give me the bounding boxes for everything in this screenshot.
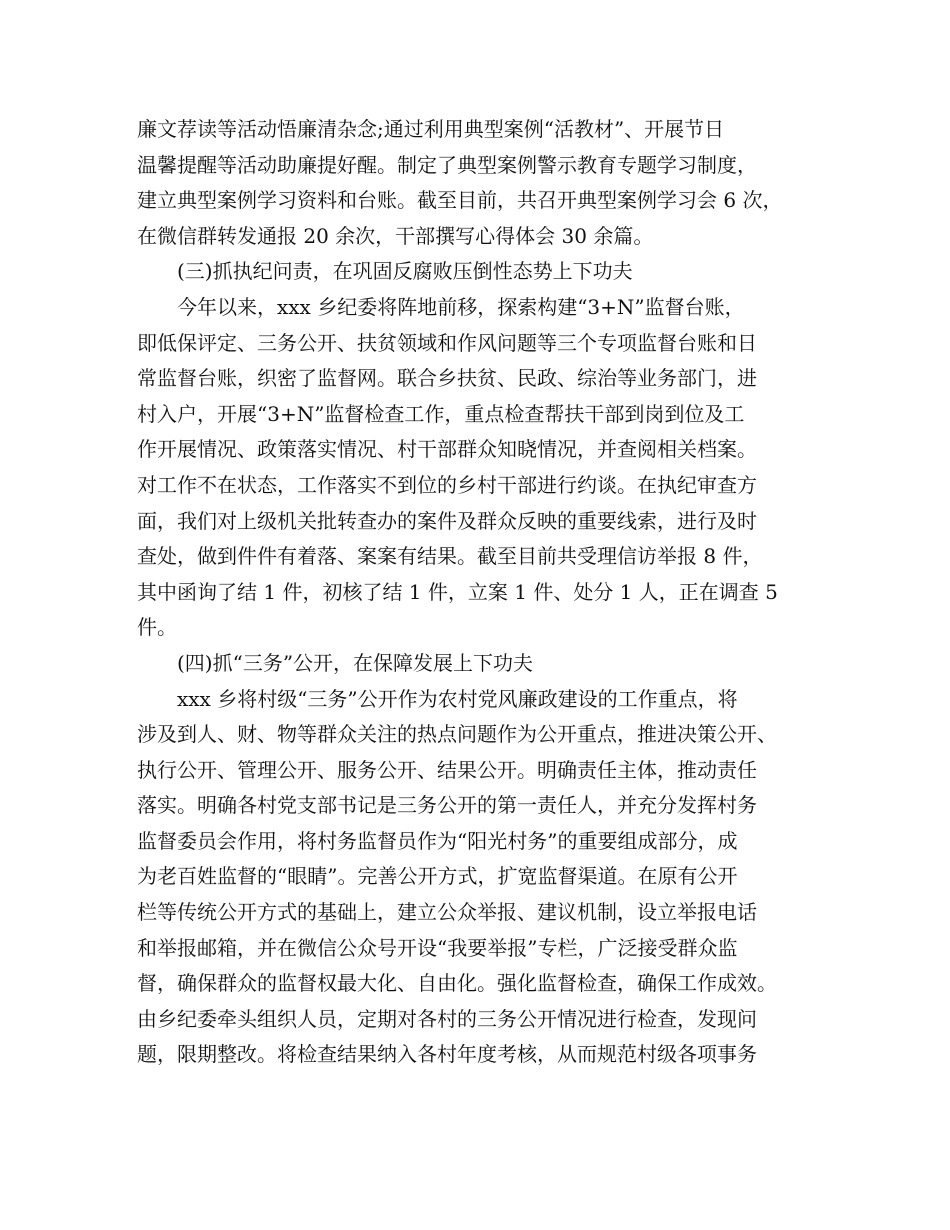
- text-line: 今年以来，xxx 乡纪委将阵地前移，探索构建“3+N”监督台账，: [177, 294, 745, 319]
- text-line: xxx 乡将村级“三务”公开作为农村党风廉政建设的工作重点，将: [177, 686, 738, 711]
- text-line: 建立典型案例学习资料和台账。截至目前，共召开典型案例学习会 6 次，: [137, 188, 783, 213]
- section-heading-4: (四)抓“三务”公开，在保障发展上下功夫: [177, 650, 534, 675]
- text-line: 对工作不在状态，工作落实不到位的乡村干部进行约谈。在执纪审查方: [137, 472, 757, 497]
- text-line: 监督委员会作用，将村务监督员作为“阳光村务”的重要组成部分，成: [137, 828, 738, 853]
- text-line: 为老百姓监督的“眼睛”。完善公开方式，扩宽监督渠道。在原有公开: [137, 864, 738, 889]
- text-line: 常监督台账，织密了监督网。联合乡扶贫、民政、综治等业务部门，进: [137, 366, 757, 391]
- text-line: 由乡纪委牵头组织人员，定期对各村的三务公开情况进行检查，发现问: [137, 1006, 757, 1031]
- text-line: 查处，做到件件有着落、案案有结果。截至目前共受理信访举报 8 件，: [137, 544, 763, 569]
- text-line: 廉文荐读等活动悟廉清杂念;通过利用典型案例“活教材”、开展节日: [137, 117, 725, 141]
- text-line: 作开展情况、政策落实情况、村干部群众知晓情况，并查阅相关档案。: [137, 437, 757, 462]
- text-line: 落实。明确各村党支部书记是三务公开的第一责任人，并充分发挥村务: [137, 793, 757, 818]
- text-line: 温馨提醒等活动助廉提好醒。制定了典型案例警示教育专题学习制度，: [137, 152, 757, 177]
- text-line: 即低保评定、三务公开、扶贫领域和作风问题等三个专项监督台账和日: [137, 330, 757, 355]
- text-line: 督，确保群众的监督权最大化、自由化。强化监督检查，确保工作成效。: [137, 971, 777, 996]
- text-line: 执行公开、管理公开、服务公开、结果公开。明确责任主体，推动责任: [137, 757, 757, 782]
- text-line: 和举报邮箱，并在微信公众号开设“我要举报”专栏，广泛接受群众监: [137, 935, 738, 960]
- text-line: 其中函询了结 1 件，初核了结 1 件，立案 1 件、处分 1 人，正在调查 5: [137, 579, 778, 604]
- document-body: [137, 112, 827, 1073]
- text-line: 村入户，开展“3+N”监督检查工作，重点检查帮扶干部到岗到位及工: [137, 401, 745, 426]
- text-line: 栏等传统公开方式的基础上，建立公众举报、建议机制，设立举报电话: [137, 900, 757, 925]
- section-heading-3: (三)抓执纪问责，在巩固反腐败压倒性态势上下功夫: [177, 259, 633, 284]
- text-line: 在微信群转发通报 20 余次，干部撰写心得体会 30 余篇。: [137, 223, 654, 248]
- text-line: 件。: [137, 615, 177, 640]
- text-line: 涉及到人、财、物等群众关注的热点问题作为公开重点，推进决策公开、: [137, 722, 777, 747]
- text-line: 面，我们对上级机关批转查办的案件及群众反映的重要线索，进行及时: [137, 508, 757, 533]
- text-line: 题，限期整改。将检查结果纳入各村年度考核，从而规范村级各项事务: [137, 1042, 757, 1067]
